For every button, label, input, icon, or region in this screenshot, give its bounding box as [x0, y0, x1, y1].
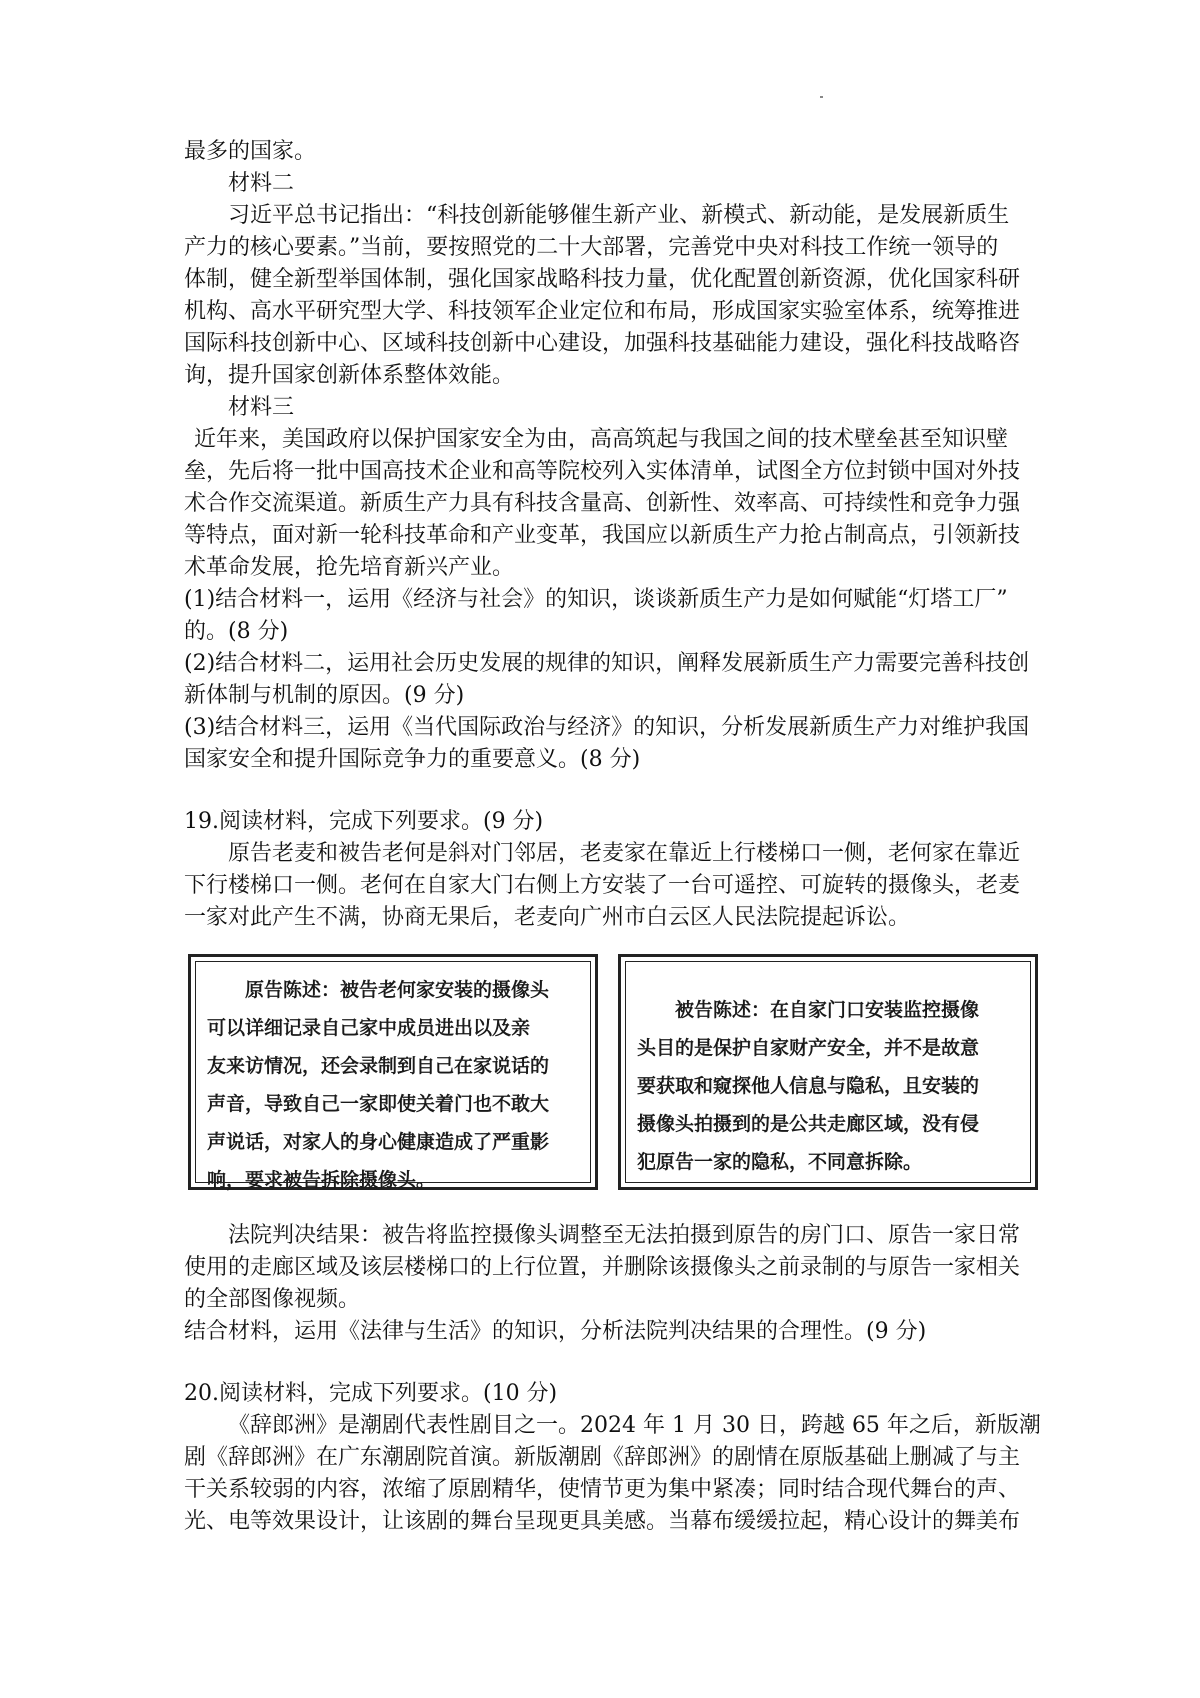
text-line: 材料三: [228, 395, 295, 420]
question-20-body: [184, 1410, 1044, 1538]
question-20-title: 20.阅读材料，完成下列要求。(10 分): [184, 1381, 558, 1406]
statement-line: 声音，导致自己一家即使关着门也不敢大: [207, 1093, 550, 1115]
text-line: 一家对此产生不满，协商无果后，老麦向广州市白云区人民法院提起诉讼。: [184, 905, 911, 930]
text-line: (2)结合材料二，运用社会历史发展的规律的知识，阐释发展新质生产力需要完善科技创: [184, 651, 1030, 676]
scan-speck: [820, 96, 823, 98]
question-19-intro: [184, 838, 1044, 934]
text-line: 使用的走廊区域及该层楼梯口的上行位置，并删除该摄像头之前录制的与原告一家相关: [184, 1255, 1021, 1280]
text-line: 机构、高水平研究型大学、科技领军企业定位和布局，形成国家实验室体系，统筹推进: [184, 299, 1021, 324]
statement-line: 犯原告一家的隐私，不同意拆除。: [637, 1151, 923, 1173]
statement-line: 响，要求被告拆除摄像头。: [207, 1169, 436, 1191]
defendant-statement-box: [618, 954, 1038, 1190]
plaintiff-statement-box: [188, 954, 598, 1190]
statement-line: 声说话，对家人的身心健康造成了严重影: [207, 1131, 550, 1153]
text-line: 术合作交流渠道。新质生产力具有科技含量高、创新性、效率高、可持续性和竞争力强: [184, 491, 1021, 516]
text-line: 下行楼梯口一侧。老何在自家大门右侧上方安装了一台可遥控、可旋转的摄像头，老麦: [184, 873, 1021, 898]
text-line: 产力的核心要素。”当前，要按照党的二十大部署，完善党中央对科技工作统一领导的: [184, 235, 999, 260]
text-line: 国家安全和提升国际竞争力的重要意义。(8 分): [184, 747, 641, 772]
spacer: [184, 776, 1044, 806]
text-line: 垒，先后将一批中国高技术企业和高等院校列入实体清单，试图全方位封锁中国对外技: [184, 459, 1021, 484]
statement-line: 要获取和窥探他人信息与隐私，且安装的: [637, 1075, 980, 1097]
statement-line: 友来访情况，还会录制到自己在家说话的: [207, 1055, 550, 1077]
question-19-title: 19.阅读材料，完成下列要求。(9 分): [184, 809, 544, 834]
text-line: (1)结合材料一，运用《经济与社会》的知识，谈谈新质生产力是如何赋能“灯塔工厂”: [184, 587, 1008, 612]
spacer: [184, 1348, 1044, 1378]
text-line: 近年来，美国政府以保护国家安全为由，高高筑起与我国之间的技术壁垒甚至知识壁: [194, 427, 1009, 452]
text-line: 材料二: [228, 171, 295, 196]
text-line: 新体制与机制的原因。(9 分): [184, 683, 465, 708]
text-line: 询，提升国家创新体系整体效能。: [184, 363, 515, 388]
text-line: (3)结合材料三，运用《当代国际政治与经济》的知识，分析发展新质生产力对维护我国: [184, 715, 1030, 740]
text-line: 《辞郎洲》是潮剧代表性剧目之一。2024 年 1 月 30 日，跨越 65 年之后，新版潮: [228, 1413, 1041, 1438]
text-line: 体制，健全新型举国体制，强化国家战略科技力量，优化配置创新资源，优化国家科研: [184, 267, 1021, 292]
text-line: 剧《辞郎洲》在广东潮剧院首演。新版潮剧《辞郎洲》的剧情在原版基础上删减了与主: [184, 1445, 1021, 1470]
text-line: 干关系较弱的内容，浓缩了原剧精华，使情节更为集中紧凑；同时结合现代舞台的声、: [184, 1477, 1021, 1502]
statement-line: 原告陈述：被告老何家安装的摄像头: [207, 979, 550, 1001]
text-line: 的全部图像视频。: [184, 1287, 361, 1312]
text-line: 结合材料，运用《法律与生活》的知识，分析法院判决结果的合理性。(9 分): [184, 1319, 927, 1344]
text-line: 的。(8 分): [184, 619, 289, 644]
statement-line: 头目的是保护自家财产安全，并不是故意: [637, 1037, 980, 1059]
text-line: 光、电等效果设计，让该剧的舞台呈现更具美感。当幕布缓缓拉起，精心设计的舞美布: [184, 1509, 1021, 1534]
text-line: 等特点，面对新一轮科技革命和产业变革，我国应以新质生产力抢占制高点，引领新技: [184, 523, 1021, 548]
text-line: 术革命发展，抢先培育新兴产业。: [184, 555, 515, 580]
document-page: [184, 136, 1044, 1538]
text-line: 法院判决结果：被告将监控摄像头调整至无法拍摄到原告的房门口、原告一家日常: [228, 1223, 1021, 1248]
question-20: [184, 1378, 1044, 1538]
material-section: [184, 136, 1044, 776]
text-line: 国际科技创新中心、区域科技创新中心建设，加强科技基础能力建设，强化科技战略咨: [184, 331, 1021, 356]
question-19-ruling: [184, 1220, 1044, 1348]
text-line: 最多的国家。: [184, 139, 317, 164]
statement-boxes: [188, 954, 1038, 1194]
statement-line: 被告陈述：在自家门口安装监控摄像: [637, 999, 980, 1021]
statement-line: 可以详细记录自己家中成员进出以及亲: [207, 1017, 531, 1039]
statement-line: 摄像头拍摄到的是公共走廊区域，没有侵: [637, 1113, 980, 1135]
text-line: 原告老麦和被告老何是斜对门邻居，老麦家在靠近上行楼梯口一侧，老何家在靠近: [228, 841, 1021, 866]
text-line: 习近平总书记指出：“科技创新能够催生新产业、新模式、新动能，是发展新质生: [228, 203, 1010, 228]
